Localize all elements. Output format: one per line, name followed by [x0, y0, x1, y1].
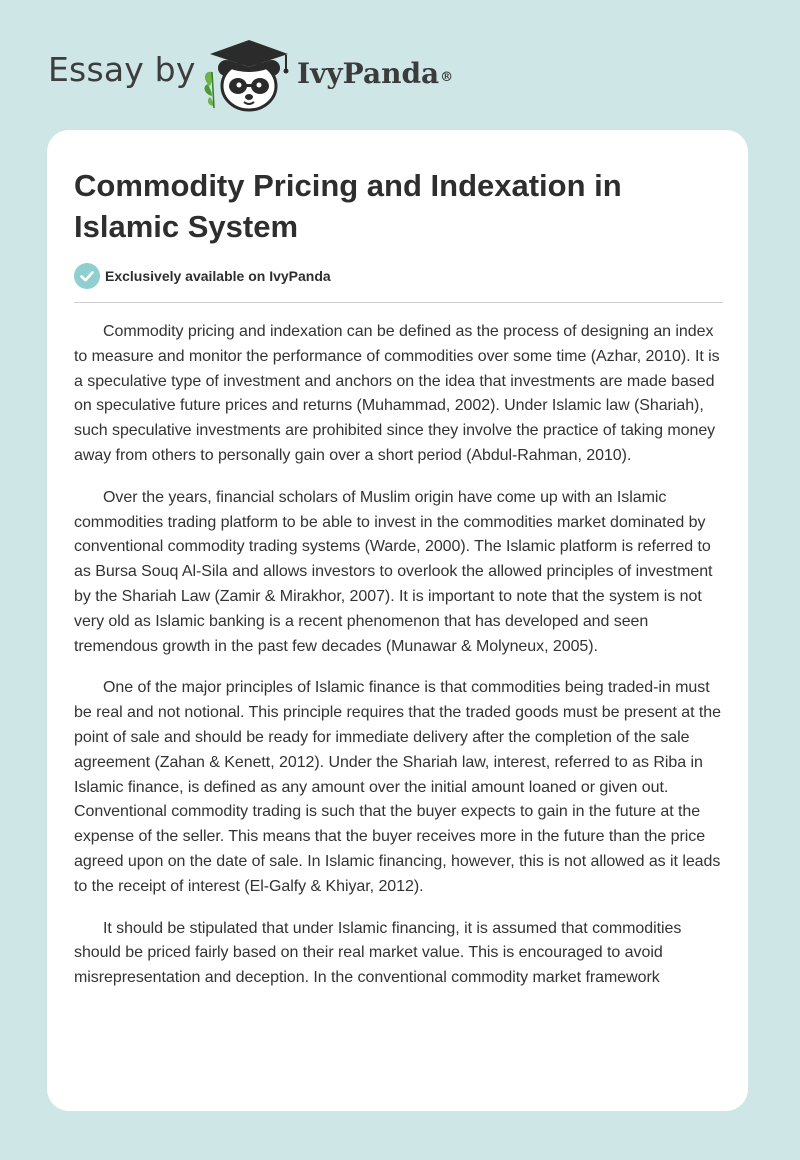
- page-title: Commodity Pricing and Indexation in Islamic System: [74, 168, 622, 244]
- exclusive-badge: [74, 263, 331, 289]
- divider: [74, 302, 723, 303]
- paragraph: Over the years, financial scholars of Muslim origin have come up with an Islamic commodities trading platform to be able to invest in the commodities market dominated by conventional commodity trading systems (Warde, 2000). The Islamic platform is referred to as Bursa Souq Al-Sila and allows investors to overlook the allowed principles of investment by the Shariah Law (Zamir & Mirakhor, 2007). It is important to note that the system is not very old as Islamic banking is a recent phenomenon that has developed and seen tremendous growth in the past few decades (Munawar & Molyneux, 2005).: [74, 488, 713, 655]
- panda-graduate-logo-icon[interactable]: [200, 34, 296, 114]
- paragraph: One of the major principles of Islamic finance is that commodities being traded-in must be real and not notional. This principle requires that the traded goods must be present at the point of sale and should be ready for immediate delivery after the completion of the sale agreement (Zahan & Kenett, 2012). Under the Shariah law, interest, referred to as Riba in Islamic finance, is defined as any amount over the initial amount loaned or given out. Conventional commodity trading is such that the buyer expects to gain in the future at the expense of the seller. This means that the buyer receives more in the future than the price agreed upon on the date of sale. In Islamic financing, however, this is not allowed as it leads to the receipt of interest (El-Galfy & Khiyar, 2012).: [74, 679, 721, 895]
- paragraph: Commodity pricing and indexation can be defined as the process of designing an index to measure and monitor the performance of commodities over some time (Azhar, 2010). It is a speculative type of investment and anchors on the idea that investments are made based on speculative future prices and returns (Muhammad, 2002). Under Islamic law (Shariah), such speculative investments are prohibited since they involve the practice of taking money away from others to personally gain over a short period (Abdul-Rahman, 2010).: [74, 323, 720, 464]
- check-circle-icon: [74, 263, 100, 289]
- brand-name-text: IvyPanda: [297, 57, 440, 90]
- brand-prefix: Essay by: [48, 50, 196, 89]
- badge-text: Exclusively available on IvyPanda: [105, 268, 331, 284]
- article-card: [47, 130, 748, 1111]
- registered-mark: ®: [440, 70, 454, 85]
- article-body: [74, 320, 724, 1008]
- paragraph: It should be stipulated that under Islamic financing, it is assumed that commodities should be priced fairly based on their real market value. This is encouraged to avoid misrepresentation and deception. In the conventional commodity market framework: [74, 919, 682, 987]
- site-header: [0, 0, 800, 130]
- brand-name[interactable]: [297, 54, 453, 94]
